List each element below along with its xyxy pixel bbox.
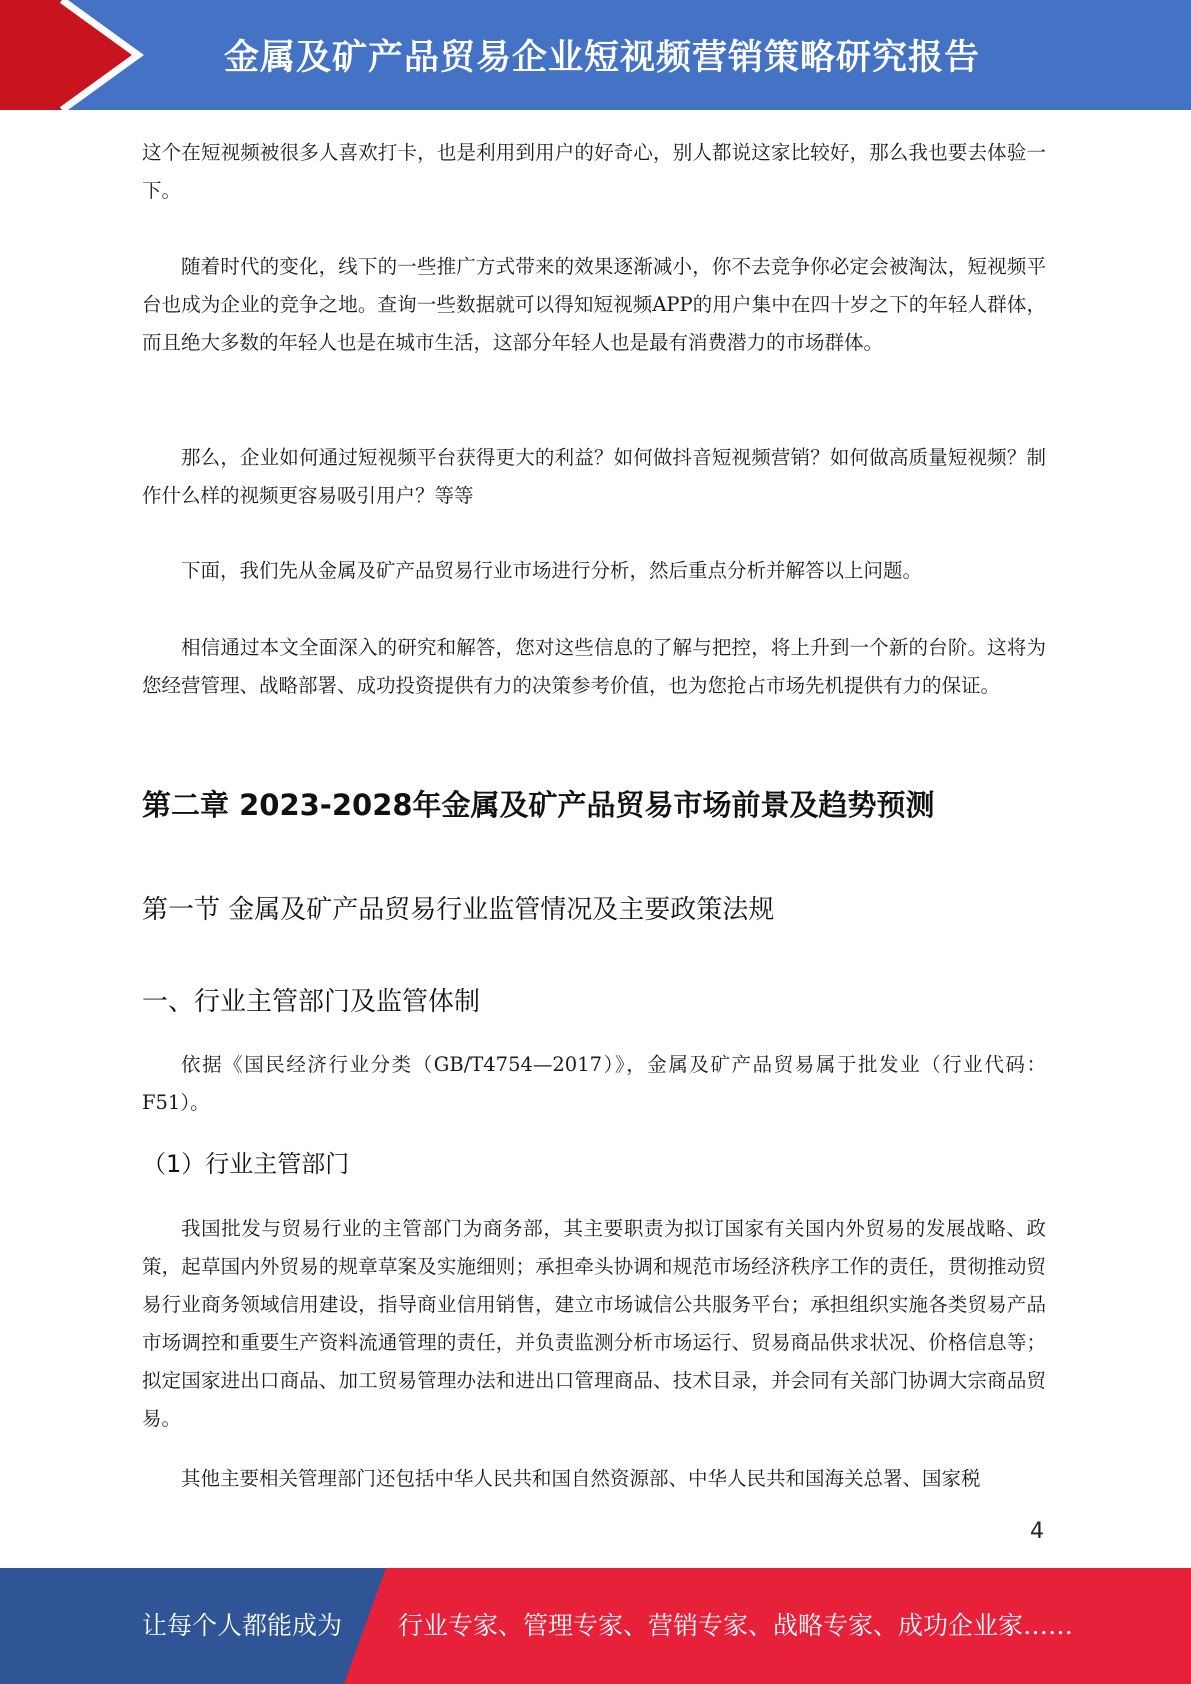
intro-paragraph-5-block bbox=[142, 629, 1046, 705]
report-title: 金属及矿产品贸易企业短视频营销策略研究报告 bbox=[224, 38, 981, 78]
intro-paragraph-4-block bbox=[142, 552, 1046, 590]
intro-paragraph-4: 下面，我们先从金属及矿产品贸易行业市场进行分析，然后重点分析并解答以上问题。 bbox=[181, 559, 923, 582]
intro-paragraph-5: 相信通过本文全面深入的研究和解答，您对这些信息的了解与把控，将上升到一个新的台阶。这将为您经营管理、战略部署、成功投资提供有力的决策参考价值，也为您抢占市场先机提供有力的保证。 bbox=[142, 636, 1046, 697]
intro-paragraph-3-block bbox=[142, 439, 1046, 515]
section-heading: 第一节 金属及矿产品贸易行业监管情况及主要政策法规 bbox=[142, 895, 775, 925]
subsection-heading: 一、行业主管部门及监管体制 bbox=[142, 987, 481, 1017]
authority-paragraph: 我国批发与贸易行业的主管部门为商务部，其主要职责为拟订国家有关国内外贸易的发展战略、政策，起草国内外贸易的规章草案及实施细则；承担牵头协调和规范市场经济秩序工作的责任，贯彻推动贸易行业商务领域信用建设，指导商业信用销售，建立市场诚信公共服务平台；承担组织实施各类贸易产品市场调控和重要生产资料流通管理的责任，并负责监测分析市场运行、贸易商品供求状况、价格信息等；拟定国家进出口商品、加工贸易管理办法和进出口管理商品、技术目录，并会同有关部门协调大宗商品贸易。 bbox=[142, 1217, 1046, 1430]
authority-paragraph-block bbox=[142, 1210, 1046, 1438]
page-number: 4 bbox=[1030, 1519, 1044, 1544]
header-chevron-decoration bbox=[0, 0, 160, 110]
footer-slogan-right: 行业专家、管理专家、营销专家、战略专家、成功企业家…… bbox=[398, 1611, 1074, 1640]
classification-paragraph: 依据《国民经济行业分类（GB/T4754—2017）》，金属及矿产品贸易属于批发业（行业代码：F51）。 bbox=[142, 1053, 1046, 1114]
page-header bbox=[0, 0, 1191, 110]
chapter-heading: 第二章 2023-2028年金属及矿产品贸易市场前景及趋势预测 bbox=[142, 788, 935, 822]
intro-paragraph-3: 那么，企业如何通过短视频平台获得更大的利益？如何做抖音短视频营销？如何做高质量短视频？制作什么样的视频更容易吸引用户？等等 bbox=[142, 446, 1046, 507]
other-departments-paragraph: 其他主要相关管理部门还包括中华人民共和国自然资源部、中华人民共和国海关总署、国家税 bbox=[181, 1467, 981, 1490]
subsubsection-heading: （1）行业主管部门 bbox=[142, 1150, 350, 1178]
classification-paragraph-block bbox=[142, 1046, 1046, 1122]
other-departments-paragraph-block bbox=[142, 1460, 1046, 1498]
intro-paragraph-2-block bbox=[142, 248, 1046, 362]
intro-paragraph-1-block bbox=[142, 134, 1046, 210]
footer-slogan-left: 让每个人都能成为 bbox=[142, 1611, 343, 1640]
intro-paragraph-1: 这个在短视频被很多人喜欢打卡，也是利用到用户的好奇心，别人都说这家比较好，那么我也要去体验一下。 bbox=[142, 141, 1046, 202]
page-footer bbox=[0, 1568, 1191, 1684]
intro-paragraph-2: 随着时代的变化，线下的一些推广方式带来的效果逐渐减小，你不去竞争你必定会被淘汰，短视频平台也成为企业的竞争之地。查询一些数据就可以得知短视频APP的用户集中在四十岁之下的年轻人群体，而且绝大多数的年轻人也是在城市生活，这部分年轻人也是最有消费潜力的市场群体。 bbox=[142, 255, 1046, 354]
